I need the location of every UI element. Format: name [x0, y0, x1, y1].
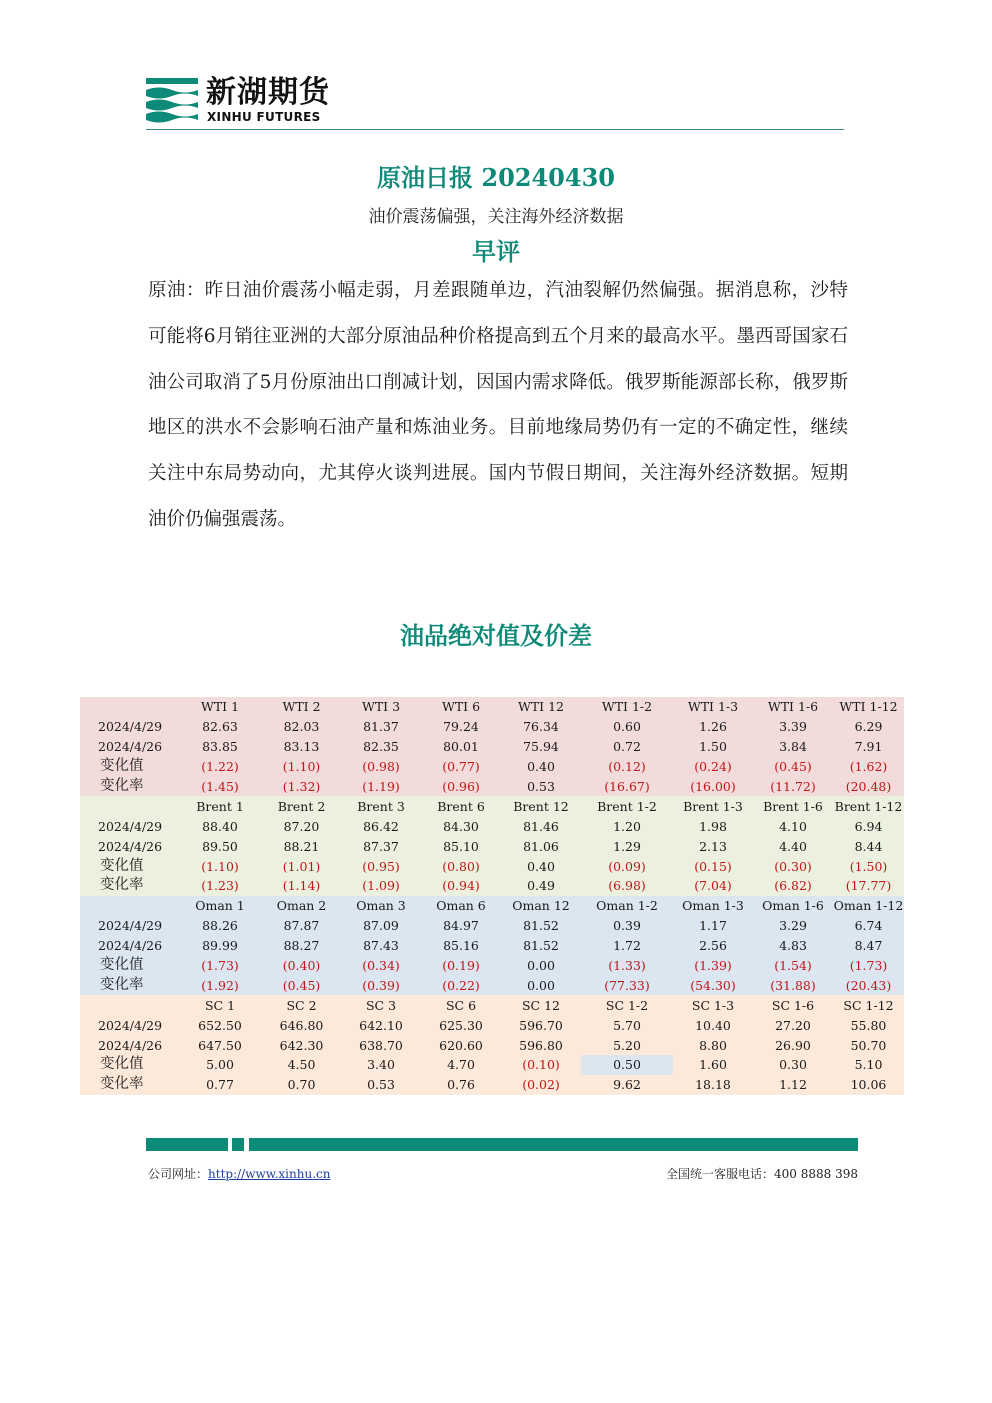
table-cell: (0.39)	[341, 975, 421, 995]
table-row	[80, 757, 904, 777]
table-cell: (0.10)	[501, 1055, 581, 1075]
table-cell: (1.62)	[833, 757, 904, 777]
table-cell: 3.84	[753, 737, 833, 757]
footer-bar-left	[146, 1138, 228, 1151]
table-cell: 1.98	[673, 816, 753, 836]
table-cell: 1.29	[581, 836, 673, 856]
table-cell: 88.27	[262, 936, 341, 956]
row-label: 2024/4/29	[80, 916, 178, 936]
header-blank-cell	[80, 697, 178, 717]
table-cell: (6.98)	[581, 876, 673, 896]
column-header: Brent 1-2	[581, 796, 673, 816]
column-header: SC 12	[501, 995, 581, 1015]
table-cell: 83.85	[178, 737, 262, 757]
table-cell: 83.13	[262, 737, 341, 757]
table-cell: (1.50)	[833, 856, 904, 876]
table-cell: (1.39)	[673, 956, 753, 976]
row-label: 2024/4/29	[80, 1015, 178, 1035]
column-header: Oman 3	[341, 896, 421, 916]
table-cell: 4.83	[753, 936, 833, 956]
row-label: 变化率	[80, 1075, 178, 1095]
table-cell: 0.70	[262, 1075, 341, 1095]
table-cell: 79.24	[421, 717, 501, 737]
table-cell: (77.33)	[581, 975, 673, 995]
wave-logo-icon	[146, 72, 198, 126]
table-cell: 6.29	[833, 717, 904, 737]
column-header: WTI 1-2	[581, 697, 673, 717]
table-cell: 4.50	[262, 1055, 341, 1075]
footer-bar-right	[249, 1138, 858, 1151]
table-cell: (0.95)	[341, 856, 421, 876]
column-header: Brent 6	[421, 796, 501, 816]
table-cell: 9.62	[581, 1075, 673, 1095]
table-cell: 0.77	[178, 1075, 262, 1095]
table-cell: (1.54)	[753, 956, 833, 976]
table-cell: 8.80	[673, 1035, 753, 1055]
table-cell: 1.17	[673, 916, 753, 936]
table-cell: 84.97	[421, 916, 501, 936]
row-label: 2024/4/26	[80, 936, 178, 956]
table-cell: (0.98)	[341, 757, 421, 777]
table-cell: (0.45)	[262, 975, 341, 995]
table-cell: 8.47	[833, 936, 904, 956]
table-row	[80, 1015, 904, 1035]
row-label: 2024/4/26	[80, 836, 178, 856]
report-title: 原油日报 20240430	[377, 163, 615, 192]
table-cell: 0.40	[501, 856, 581, 876]
table-cell: 87.37	[341, 836, 421, 856]
table-row	[80, 717, 904, 737]
row-label: 变化值	[80, 856, 178, 876]
table-cell: (0.12)	[581, 757, 673, 777]
table-cell: (1.09)	[341, 876, 421, 896]
table-cell: 620.60	[421, 1035, 501, 1055]
table-cell: 18.18	[673, 1075, 753, 1095]
table-cell: (1.33)	[581, 956, 673, 976]
table-cell: (0.40)	[262, 956, 341, 976]
table-cell: 2.13	[673, 836, 753, 856]
table-cell: (0.45)	[753, 757, 833, 777]
table-cell: 6.74	[833, 916, 904, 936]
column-header: Oman 12	[501, 896, 581, 916]
table-cell: 55.80	[833, 1015, 904, 1035]
column-header: SC 1-12	[833, 995, 904, 1015]
table-cell: 0.53	[501, 777, 581, 797]
column-header: Brent 2	[262, 796, 341, 816]
table-cell: 75.94	[501, 737, 581, 757]
header-blank-cell	[80, 796, 178, 816]
column-header: WTI 1-12	[833, 697, 904, 717]
table-cell: 5.00	[178, 1055, 262, 1075]
table-cell: (1.10)	[178, 856, 262, 876]
table-cell: (11.72)	[753, 777, 833, 797]
column-header: Oman 1-12	[833, 896, 904, 916]
table-cell: 82.03	[262, 717, 341, 737]
table-row	[80, 1075, 904, 1095]
table-cell: (0.19)	[421, 956, 501, 976]
oil-price-table	[80, 697, 904, 1095]
table-cell: 1.50	[673, 737, 753, 757]
table-cell: 625.30	[421, 1015, 501, 1035]
table-cell: 4.10	[753, 816, 833, 836]
table-cell: (1.19)	[341, 777, 421, 797]
table-cell: 5.10	[833, 1055, 904, 1075]
table-row	[80, 936, 904, 956]
logo-english: XINHU FUTURES	[207, 110, 321, 124]
table-cell: 652.50	[178, 1015, 262, 1035]
table-cell: 642.30	[262, 1035, 341, 1055]
table-cell: (0.30)	[753, 856, 833, 876]
table-cell: (0.96)	[421, 777, 501, 797]
table-cell: 0.49	[501, 876, 581, 896]
table-cell: (1.73)	[833, 956, 904, 976]
table-cell: (1.10)	[262, 757, 341, 777]
column-header: Oman 1	[178, 896, 262, 916]
table-cell: 1.72	[581, 936, 673, 956]
table-cell: 1.20	[581, 816, 673, 836]
table-cell: (17.77)	[833, 876, 904, 896]
table-cell: 81.46	[501, 816, 581, 836]
table-header-row	[80, 896, 904, 916]
table-row	[80, 1035, 904, 1055]
table-cell: 87.87	[262, 916, 341, 936]
row-label: 变化率	[80, 975, 178, 995]
table-cell: (1.32)	[262, 777, 341, 797]
table-cell: (54.30)	[673, 975, 753, 995]
row-label: 变化率	[80, 777, 178, 797]
row-label: 2024/4/29	[80, 717, 178, 737]
table-cell: 27.20	[753, 1015, 833, 1035]
table-cell: 1.26	[673, 717, 753, 737]
table-cell: 87.09	[341, 916, 421, 936]
table-cell: 85.10	[421, 836, 501, 856]
column-header: WTI 1	[178, 697, 262, 717]
table-cell: (6.82)	[753, 876, 833, 896]
table-row	[80, 836, 904, 856]
column-header: WTI 2	[262, 697, 341, 717]
table-cell: 10.06	[833, 1075, 904, 1095]
column-header: WTI 6	[421, 697, 501, 717]
table-cell: (20.48)	[833, 777, 904, 797]
table-cell: (1.45)	[178, 777, 262, 797]
column-header: SC 1	[178, 995, 262, 1015]
table-cell: 596.80	[501, 1035, 581, 1055]
table-cell: 0.60	[581, 717, 673, 737]
column-header: SC 1-6	[753, 995, 833, 1015]
table-cell: (7.04)	[673, 876, 753, 896]
row-label: 2024/4/26	[80, 1035, 178, 1055]
table-cell: (16.00)	[673, 777, 753, 797]
table-cell: 82.35	[341, 737, 421, 757]
website-label: 公司网址：	[148, 1167, 209, 1181]
table-cell: 88.40	[178, 816, 262, 836]
table-cell: 647.50	[178, 1035, 262, 1055]
company-logo	[146, 72, 346, 128]
table-cell: (1.73)	[178, 956, 262, 976]
table-cell: 1.60	[673, 1055, 753, 1075]
table-cell: 0.76	[421, 1075, 501, 1095]
footer-hotline: 全国统一客服电话：400 8888 398	[666, 1167, 858, 1181]
table-cell: 82.63	[178, 717, 262, 737]
column-header: Oman 1-6	[753, 896, 833, 916]
table-cell: 7.91	[833, 737, 904, 757]
table-cell: 6.94	[833, 816, 904, 836]
column-header: Brent 3	[341, 796, 421, 816]
footer-website	[148, 1165, 330, 1182]
report-subtitle: 油价震荡偏强，关注海外经济数据	[368, 207, 624, 227]
table-cell: (1.92)	[178, 975, 262, 995]
table-cell: (0.34)	[341, 956, 421, 976]
header-divider	[146, 129, 844, 130]
column-header: Oman 6	[421, 896, 501, 916]
table-cell: (0.24)	[673, 757, 753, 777]
column-header: SC 1-3	[673, 995, 753, 1015]
column-header: Brent 1-3	[673, 796, 753, 816]
table-cell: 646.80	[262, 1015, 341, 1035]
column-header: SC 2	[262, 995, 341, 1015]
table-heading: 油品绝对值及价差	[400, 621, 592, 650]
table-cell: 0.72	[581, 737, 673, 757]
table-cell: (0.80)	[421, 856, 501, 876]
row-label: 变化值	[80, 956, 178, 976]
table-cell: 81.52	[501, 916, 581, 936]
row-label: 变化率	[80, 876, 178, 896]
table-cell: 3.40	[341, 1055, 421, 1075]
table-cell: 2.56	[673, 936, 753, 956]
table-cell: (0.02)	[501, 1075, 581, 1095]
column-header: SC 3	[341, 995, 421, 1015]
table-row	[80, 737, 904, 757]
column-header: WTI 1-6	[753, 697, 833, 717]
table-cell: (0.22)	[421, 975, 501, 995]
table-cell: 8.44	[833, 836, 904, 856]
website-link[interactable]: http://www.xinhu.cn	[208, 1167, 331, 1181]
column-header: Oman 1-2	[581, 896, 673, 916]
row-label: 2024/4/26	[80, 737, 178, 757]
table-row	[80, 956, 904, 976]
table-cell: (0.77)	[421, 757, 501, 777]
table-cell: (1.01)	[262, 856, 341, 876]
table-cell: 88.26	[178, 916, 262, 936]
table-cell: 89.50	[178, 836, 262, 856]
table-cell: 0.39	[581, 916, 673, 936]
table-cell: 5.70	[581, 1015, 673, 1035]
table-cell: 0.40	[501, 757, 581, 777]
table-cell: 26.90	[753, 1035, 833, 1055]
table-cell: 0.00	[501, 956, 581, 976]
footer-bar-mid	[232, 1138, 244, 1151]
table-cell: (16.67)	[581, 777, 673, 797]
column-header: Brent 1-12	[833, 796, 904, 816]
table-cell: (1.14)	[262, 876, 341, 896]
table-cell: (0.09)	[581, 856, 673, 876]
table-cell: 76.34	[501, 717, 581, 737]
table-cell: 4.70	[421, 1055, 501, 1075]
table-cell: 81.37	[341, 717, 421, 737]
table-row	[80, 916, 904, 936]
morning-commentary: 原油：昨日油价震荡小幅走弱，月差跟随单边，汽油裂解仍然偏强。据消息称，沙特可能将6月销往亚洲的大部分原油品种价格提高到五个月来的最高水平。墨西哥国家石油公司取消了5月份原油出口削减计划，因国内需求降低。俄罗斯能源部长称，俄罗斯地区的洪水不会影响石油产量和炼油业务。目前地缘局势仍有一定的不确定性，继续关注中东局势动向，尤其停火谈判进展。国内节假日期间，关注海外经济数据。短期油价仍偏强震荡。	[148, 280, 848, 530]
table-cell: 3.29	[753, 916, 833, 936]
column-header: Oman 1-3	[673, 896, 753, 916]
table-cell: (1.23)	[178, 876, 262, 896]
column-header: Brent 1-6	[753, 796, 833, 816]
row-label: 变化值	[80, 757, 178, 777]
table-header-row	[80, 995, 904, 1015]
table-cell: 81.06	[501, 836, 581, 856]
table-cell: 81.52	[501, 936, 581, 956]
table-row	[80, 975, 904, 995]
header-blank-cell	[80, 896, 178, 916]
table-cell: 0.00	[501, 975, 581, 995]
table-row	[80, 816, 904, 836]
table-cell: 4.40	[753, 836, 833, 856]
table-cell: (1.22)	[178, 757, 262, 777]
table-cell: 89.99	[178, 936, 262, 956]
table-header-row	[80, 697, 904, 717]
column-header: Brent 1	[178, 796, 262, 816]
table-cell: 0.50	[581, 1055, 673, 1075]
row-label: 变化值	[80, 1055, 178, 1075]
table-cell: 0.53	[341, 1075, 421, 1095]
table-cell: 80.01	[421, 737, 501, 757]
column-header: SC 1-2	[581, 995, 673, 1015]
column-header: Oman 2	[262, 896, 341, 916]
table-cell: 5.20	[581, 1035, 673, 1055]
table-cell: 10.40	[673, 1015, 753, 1035]
table-cell: 88.21	[262, 836, 341, 856]
table-row	[80, 876, 904, 896]
table-cell: (0.94)	[421, 876, 501, 896]
table-cell: 87.20	[262, 816, 341, 836]
column-header: WTI 12	[501, 697, 581, 717]
table-cell: 85.16	[421, 936, 501, 956]
table-cell: 0.30	[753, 1055, 833, 1075]
table-cell: 642.10	[341, 1015, 421, 1035]
logo-chinese: 新湖期货	[206, 75, 330, 110]
table-cell: 596.70	[501, 1015, 581, 1035]
table-cell: (0.15)	[673, 856, 753, 876]
table-cell: (20.43)	[833, 975, 904, 995]
row-label: 2024/4/29	[80, 816, 178, 836]
table-cell: 86.42	[341, 816, 421, 836]
table-header-row	[80, 796, 904, 816]
column-header: WTI 3	[341, 697, 421, 717]
table-row	[80, 777, 904, 797]
table-row	[80, 856, 904, 876]
table-cell: (31.88)	[753, 975, 833, 995]
header-blank-cell	[80, 995, 178, 1015]
column-header: SC 6	[421, 995, 501, 1015]
table-cell: 638.70	[341, 1035, 421, 1055]
column-header: WTI 1-3	[673, 697, 753, 717]
table-cell: 3.39	[753, 717, 833, 737]
table-cell: 84.30	[421, 816, 501, 836]
table-row	[80, 1055, 904, 1075]
table-cell: 50.70	[833, 1035, 904, 1055]
table-cell: 1.12	[753, 1075, 833, 1095]
column-header: Brent 12	[501, 796, 581, 816]
table-cell: 87.43	[341, 936, 421, 956]
morning-heading: 早评	[472, 237, 520, 266]
